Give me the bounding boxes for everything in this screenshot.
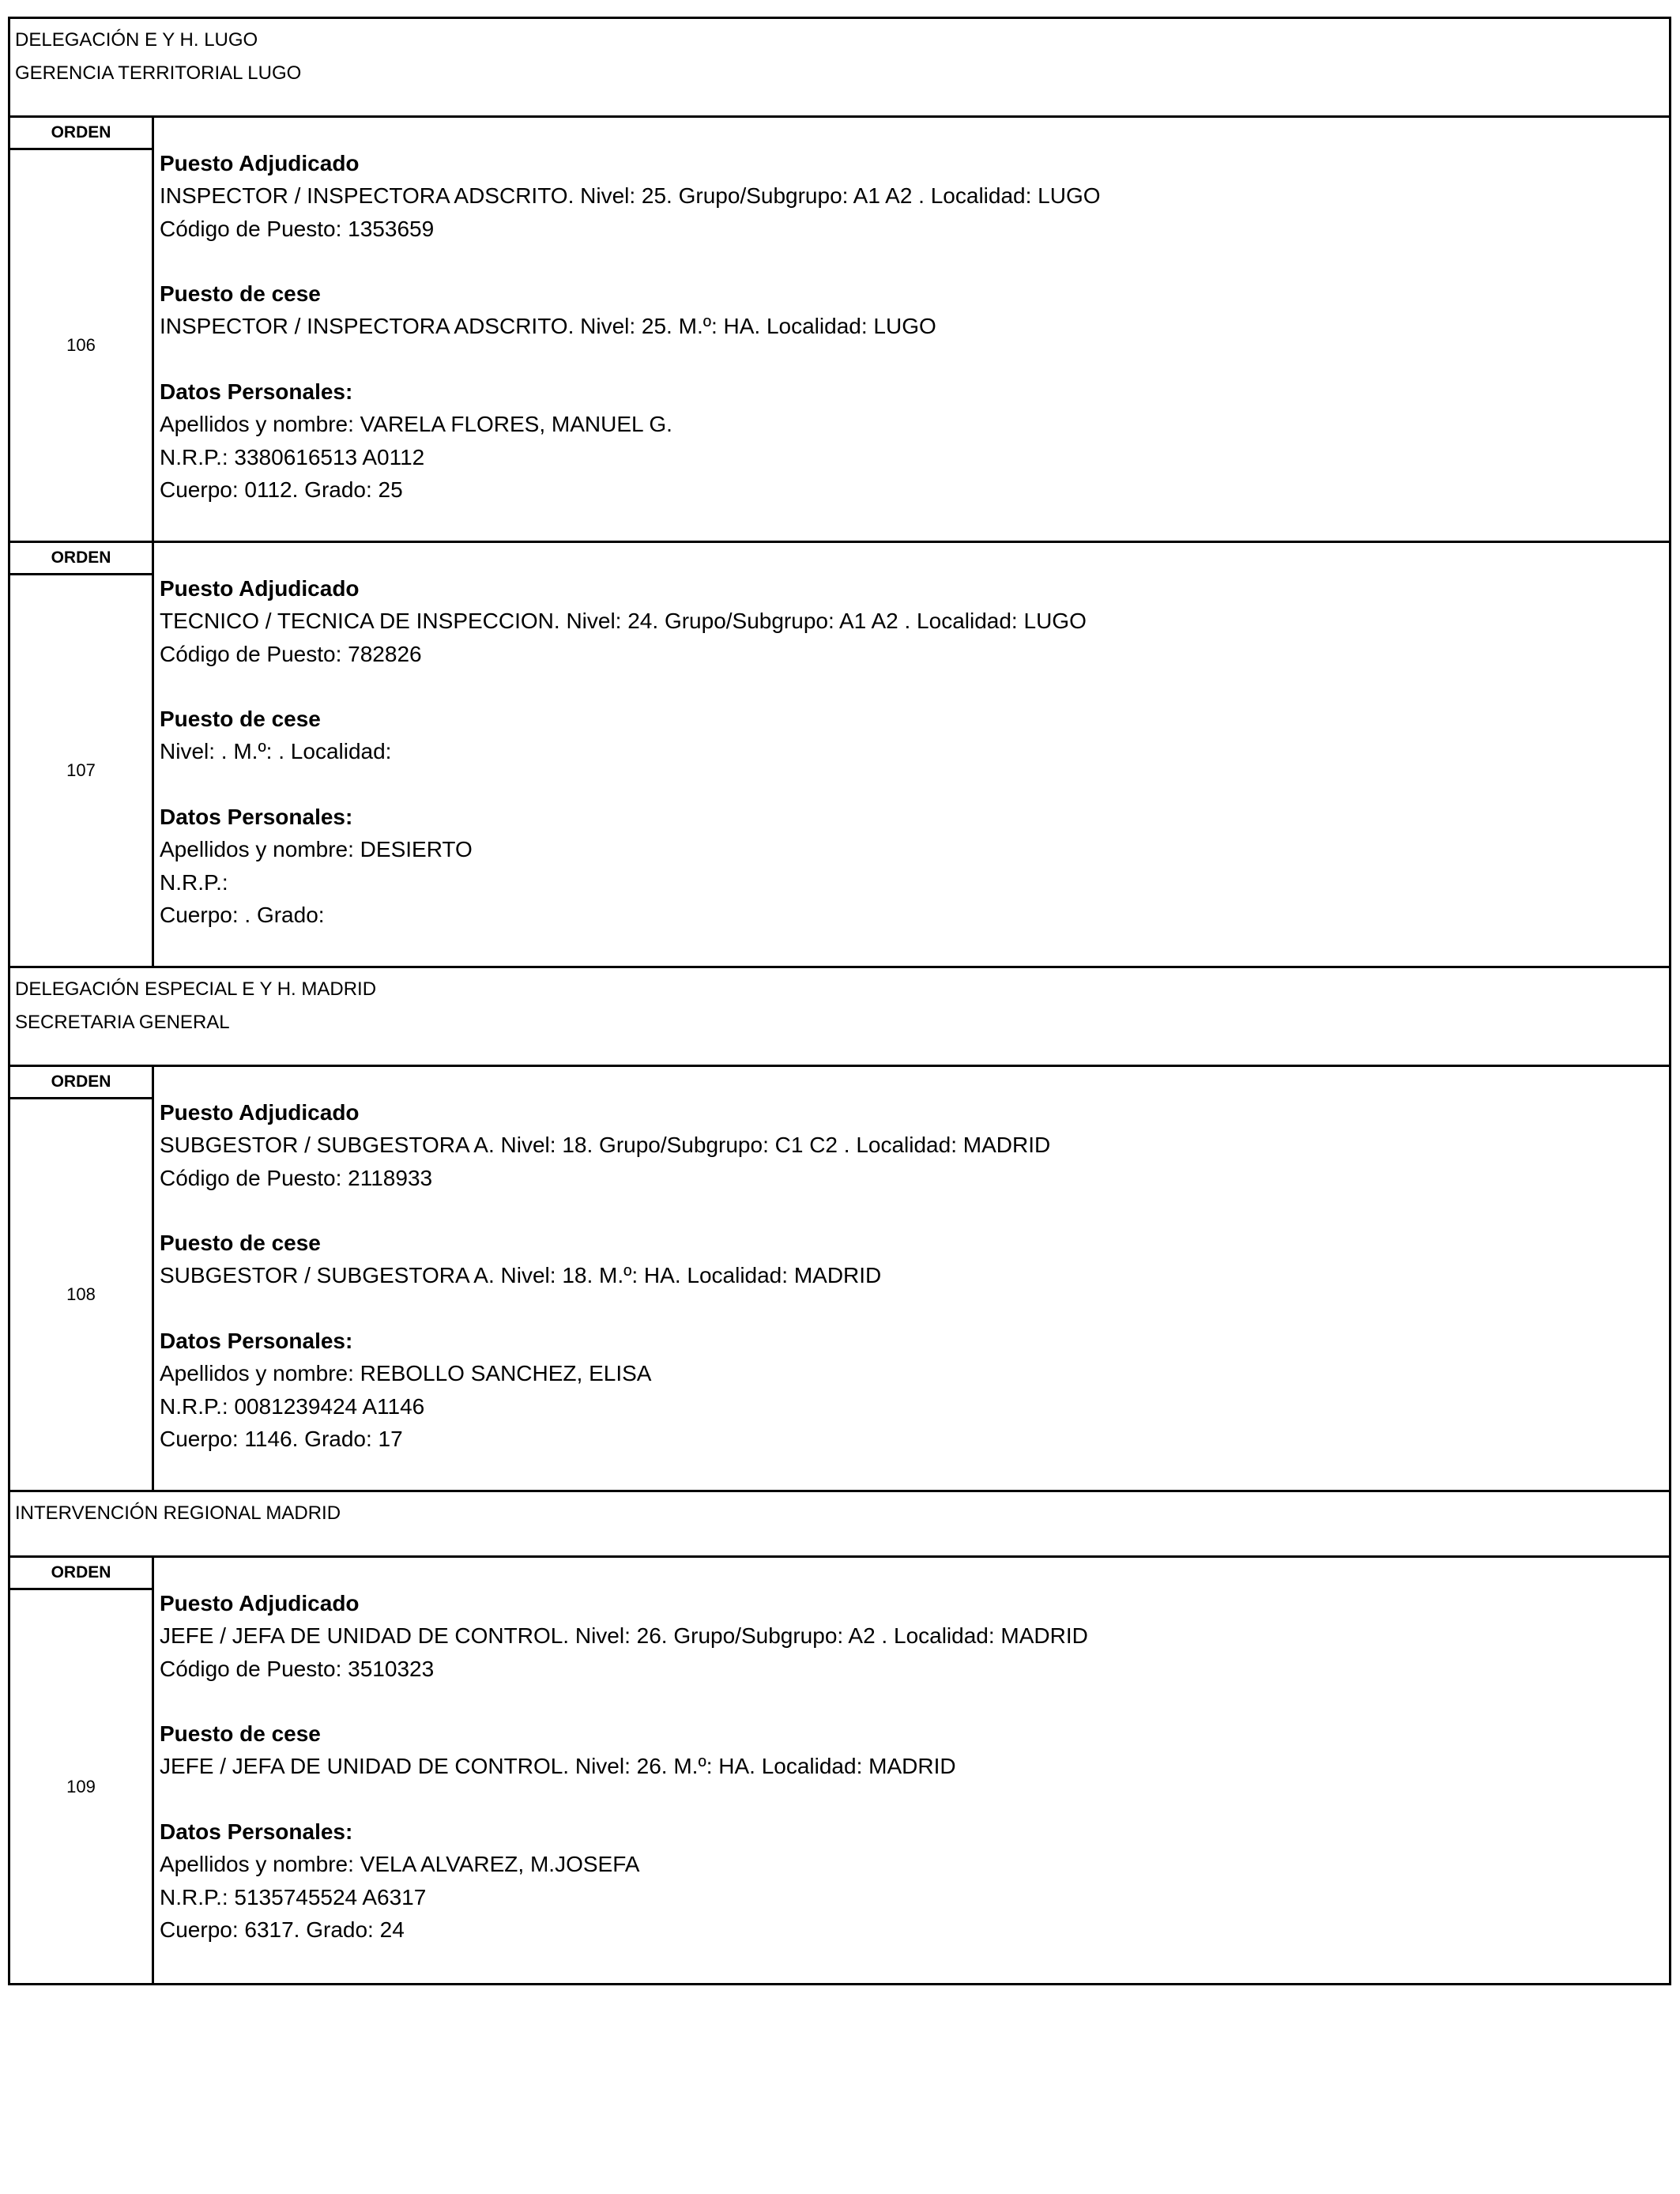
orden-label: ORDEN bbox=[10, 1067, 152, 1099]
adjudicado-heading: Puesto Adjudicado bbox=[160, 576, 360, 601]
orden-label: ORDEN bbox=[10, 543, 152, 575]
datos-heading: Datos Personales: bbox=[160, 1329, 353, 1354]
entry-details bbox=[154, 1067, 1669, 1490]
document-table bbox=[8, 17, 1671, 1985]
section-title: DELEGACIÓN E Y H. LUGO bbox=[15, 29, 258, 51]
adjudicado-description: INSPECTOR / INSPECTORA ADSCRITO. Nivel: 25. Grupo/Subgrupo: A1 A2 . Localidad: LUGO bbox=[160, 183, 1101, 209]
cese-heading: Puesto de cese bbox=[160, 281, 321, 307]
entry-row bbox=[10, 1067, 1669, 1492]
section-title: DELEGACIÓN ESPECIAL E Y H. MADRID bbox=[15, 978, 377, 1000]
cuerpo-grado: Cuerpo: 1146. Grado: 17 bbox=[160, 1426, 403, 1451]
apellidos-nombre: Apellidos y nombre: REBOLLO SANCHEZ, ELISA bbox=[160, 1361, 652, 1386]
section-title: INTERVENCIÓN REGIONAL MADRID bbox=[15, 1502, 341, 1524]
cese-description: SUBGESTOR / SUBGESTORA A. Nivel: 18. M.º: HA. Localidad: MADRID bbox=[160, 1263, 882, 1288]
cuerpo-grado: Cuerpo: . Grado: bbox=[160, 902, 325, 927]
section-header bbox=[10, 19, 1669, 118]
cese-description: Nivel: . M.º: . Localidad: bbox=[160, 739, 392, 764]
section-header bbox=[10, 1492, 1669, 1558]
codigo-puesto: Código de Puesto: 3510323 bbox=[160, 1656, 435, 1681]
adjudicado-heading: Puesto Adjudicado bbox=[160, 1591, 360, 1615]
cese-heading: Puesto de cese bbox=[160, 707, 321, 732]
entry-details bbox=[154, 1558, 1669, 1983]
adjudicado-heading: Puesto Adjudicado bbox=[160, 151, 360, 175]
adjudicado-description: TECNICO / TECNICA DE INSPECCION. Nivel: 24. Grupo/Subgrupo: A1 A2 . Localidad: LUGO bbox=[160, 609, 1087, 634]
entry-row bbox=[10, 1558, 1669, 1983]
nrp: N.R.P.: 0081239424 A1146 bbox=[160, 1393, 425, 1419]
codigo-puesto: Código de Puesto: 782826 bbox=[160, 641, 422, 666]
orden-column bbox=[10, 1558, 154, 1983]
cese-description: INSPECTOR / INSPECTORA ADSCRITO. Nivel: 25. M.º: HA. Localidad: LUGO bbox=[160, 314, 936, 339]
datos-heading: Datos Personales: bbox=[160, 379, 353, 405]
codigo-puesto: Código de Puesto: 1353659 bbox=[160, 216, 435, 241]
apellidos-nombre: Apellidos y nombre: DESIERTO bbox=[160, 837, 473, 862]
datos-heading: Datos Personales: bbox=[160, 1819, 353, 1845]
orden-column bbox=[10, 118, 154, 541]
orden-column bbox=[10, 543, 154, 966]
orden-label: ORDEN bbox=[10, 118, 152, 150]
entry-details bbox=[154, 118, 1669, 541]
cese-heading: Puesto de cese bbox=[160, 1231, 321, 1256]
orden-number: 107 bbox=[66, 760, 96, 780]
section-header bbox=[10, 968, 1669, 1067]
apellidos-nombre: Apellidos y nombre: VELA ALVAREZ, M.JOSEFA bbox=[160, 1852, 640, 1877]
datos-heading: Datos Personales: bbox=[160, 805, 353, 830]
cese-description: JEFE / JEFA DE UNIDAD DE CONTROL. Nivel: 26. M.º: HA. Localidad: MADRID bbox=[160, 1754, 956, 1779]
nrp: N.R.P.: bbox=[160, 869, 228, 895]
adjudicado-description: SUBGESTOR / SUBGESTORA A. Nivel: 18. Grupo/Subgrupo: C1 C2 . Localidad: MADRID bbox=[160, 1133, 1051, 1158]
adjudicado-description: JEFE / JEFA DE UNIDAD DE CONTROL. Nivel: 26. Grupo/Subgrupo: A2 . Localidad: MADRID bbox=[160, 1623, 1088, 1649]
entry-details bbox=[154, 543, 1669, 966]
orden-number: 106 bbox=[66, 335, 96, 355]
entry-row bbox=[10, 543, 1669, 968]
nrp: N.R.P.: 5135745524 A6317 bbox=[160, 1884, 427, 1909]
orden-number: 108 bbox=[66, 1284, 96, 1304]
codigo-puesto: Código de Puesto: 2118933 bbox=[160, 1165, 433, 1190]
orden-label: ORDEN bbox=[10, 1558, 152, 1590]
nrp: N.R.P.: 3380616513 A0112 bbox=[160, 444, 425, 469]
cese-heading: Puesto de cese bbox=[160, 1721, 321, 1747]
entry-row bbox=[10, 118, 1669, 543]
apellidos-nombre: Apellidos y nombre: VARELA FLORES, MANUEL G. bbox=[160, 412, 672, 437]
section-subtitle: GERENCIA TERRITORIAL LUGO bbox=[15, 62, 302, 84]
section-subtitle: SECRETARIA GENERAL bbox=[15, 1012, 230, 1033]
cuerpo-grado: Cuerpo: 0112. Grado: 25 bbox=[160, 477, 403, 502]
orden-column bbox=[10, 1067, 154, 1490]
cuerpo-grado: Cuerpo: 6317. Grado: 24 bbox=[160, 1917, 405, 1942]
adjudicado-heading: Puesto Adjudicado bbox=[160, 1100, 360, 1125]
orden-number: 109 bbox=[66, 1776, 96, 1796]
